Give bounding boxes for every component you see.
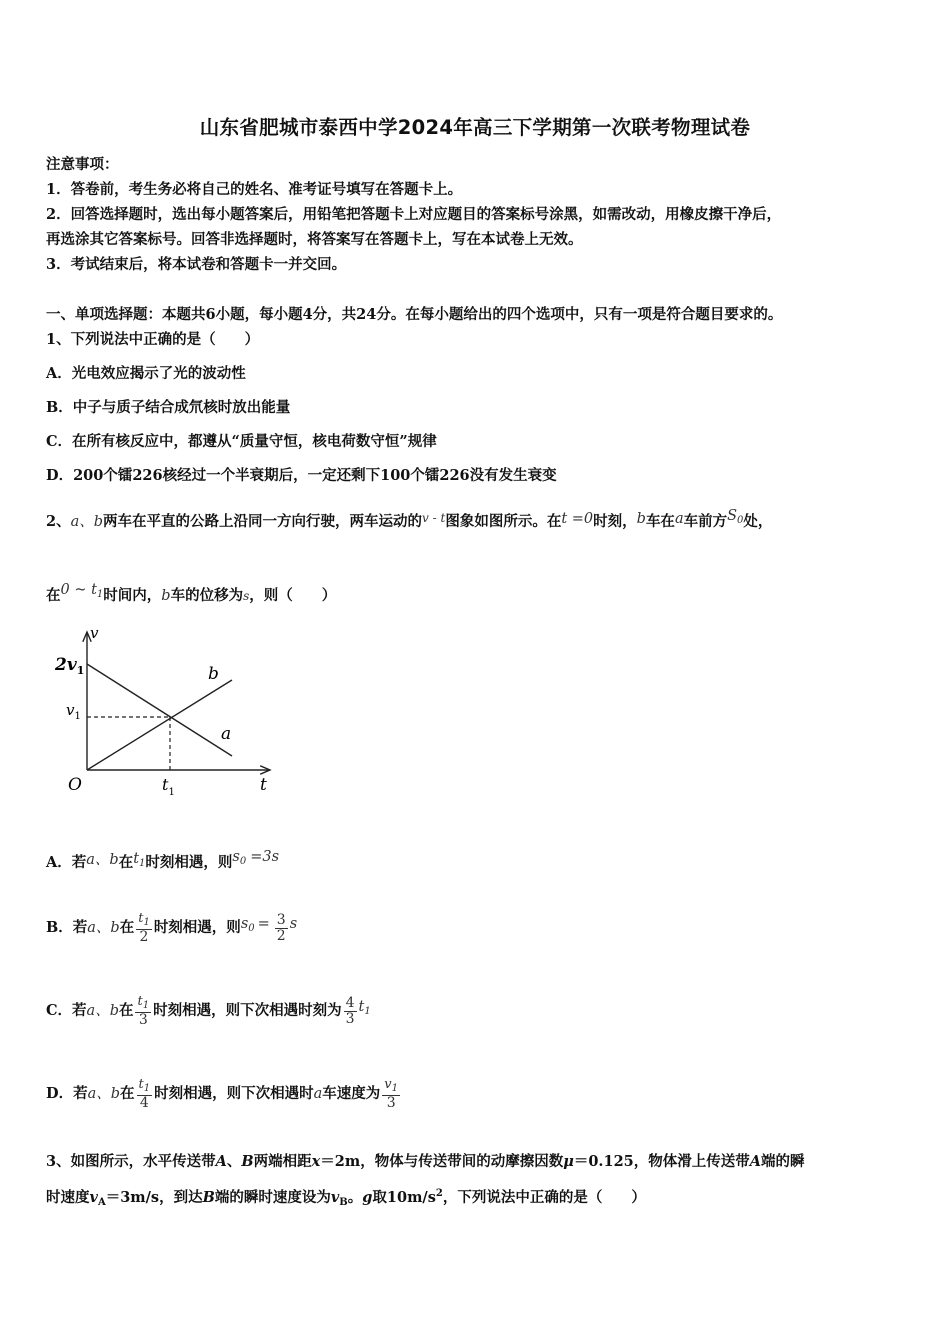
math-ab: a、b [86, 852, 119, 868]
math-eq: = [257, 916, 270, 933]
math-s0 [240, 916, 273, 935]
q3-text: ＝2m，物体与传送带间的动摩擦因数 [320, 1153, 564, 1170]
q2-option-d [46, 1078, 402, 1110]
tick-t1 [162, 775, 175, 798]
tick-v1 [66, 701, 81, 722]
frac-den: 3 [345, 1010, 355, 1027]
math-sub: A [97, 1197, 106, 1208]
frac-num: 4 [345, 994, 355, 1011]
frac-num-text: v [384, 1077, 392, 1092]
math-sup: 2 [435, 1188, 443, 1199]
frac-den: 4 [139, 1094, 149, 1111]
notice-heading: 注意事项： [46, 156, 119, 173]
math-b: b [161, 588, 171, 604]
math-s0 [727, 508, 743, 524]
option-label: B．若 [46, 919, 88, 937]
line-a-label: a [221, 724, 232, 744]
q3-text: 时速度 [46, 1189, 90, 1206]
tick-2v1 [54, 655, 84, 677]
q2-option-b [46, 912, 297, 944]
option-label: C．若 [46, 1002, 87, 1020]
option-text: 在 [118, 1002, 134, 1020]
q2-option-a [46, 848, 279, 872]
math-sub: 1 [96, 589, 104, 600]
notice-item-2-cont: 再选涂其它答案标号。回答非选择题时，将答案写在答题卡上，写在本试卷上无效。 [46, 231, 583, 248]
tick-2v1-text: 2v [55, 655, 77, 675]
math-t0: t =0 [561, 511, 594, 527]
frac-den: 2 [139, 928, 149, 945]
math-B: B [202, 1189, 215, 1206]
option-text: 在 [118, 854, 134, 871]
q3-text: 取10m/s [372, 1189, 436, 1206]
math-s: s [240, 916, 249, 933]
q3-text: 两端相距 [253, 1153, 312, 1170]
frac-num-text: t [138, 1077, 144, 1092]
tick-sub: 1 [76, 664, 85, 677]
q3-text: 端的瞬时速度设为 [214, 1189, 331, 1206]
q2-text: 在 [46, 587, 61, 604]
vt-graph [50, 620, 290, 805]
math-ab: a、b [70, 514, 104, 530]
frac-num: 3 [276, 911, 286, 928]
q3-text: ，下列说法中正确的是（ ） [442, 1189, 646, 1206]
tick-v1-text: v [66, 701, 75, 719]
q1-stem: 1、下列说法中正确的是（ ） [46, 331, 260, 348]
tick-sub: 1 [74, 711, 81, 722]
origin-label: O [68, 775, 82, 795]
q2-stem-line1 [46, 508, 772, 531]
math-sub: 0 [737, 515, 744, 526]
fraction-t1-2 [136, 912, 152, 944]
frac-num [136, 912, 152, 930]
math-s: s [243, 589, 250, 603]
math-sub: 1 [364, 1006, 371, 1018]
math-A: A [749, 1153, 762, 1170]
math-v: v [330, 1189, 340, 1206]
frac-num [135, 995, 151, 1013]
notice-item-2: 2．回答选择题时，选出每小题答案后，用铅笔把答题卡上对应题目的答案标号涂黑，如需改动，用橡皮擦干净后， [46, 206, 782, 223]
section-heading: 一、单项选择题：本题共6小题，每小题4分，共24分。在每小题给出的四个选项中，只有一项是符合题目要求的。 [46, 306, 783, 323]
frac-num [137, 1078, 153, 1096]
q2-text: 两车在平直的公路上沿同一方向行驶，两车运动的 [103, 513, 423, 530]
frac-num-text: t [138, 911, 144, 926]
q2-text: 时刻， [593, 513, 637, 530]
frac-den: 3 [138, 1011, 148, 1028]
q1-option-d: D．200个镭226核经过一个半衰期后，一定还剩下100个镭226没有发生衰变 [46, 467, 557, 484]
math-t1 [358, 999, 371, 1018]
math-sub: 1 [142, 1000, 150, 1011]
option-text: 时刻相遇，则 [145, 854, 233, 871]
math-t1 [133, 851, 145, 867]
math-sub: 1 [391, 1083, 399, 1094]
q3-text: 端的瞬 [761, 1153, 805, 1170]
option-text: 时刻相遇，则下次相遇时刻为 [153, 1002, 342, 1020]
tick-t1-text: t [162, 775, 169, 794]
math-sub: 0 [239, 856, 247, 867]
q2-text: 车的位移为 [170, 587, 244, 604]
option-text: 时刻相遇，则 [153, 919, 241, 937]
q3-text: 、 [226, 1153, 242, 1170]
option-text: 在 [119, 919, 135, 937]
math-g: g [362, 1189, 373, 1206]
q2-text: 车在 [645, 513, 675, 530]
frac-num [382, 1078, 400, 1096]
q2-text: 处， [743, 513, 773, 530]
math-ab: a、b [86, 1003, 119, 1020]
math-eq: =3s [250, 849, 280, 865]
page-title: 山东省肥城市泰西中学2024年高三下学期第一次联考物理试卷 [199, 116, 751, 139]
math-b: b [636, 511, 646, 527]
option-text: 时刻相遇，则下次相遇时 [154, 1085, 314, 1103]
math-mu: μ [563, 1153, 574, 1170]
option-label: D．若 [46, 1085, 88, 1103]
q3-text: 。 [347, 1189, 363, 1206]
q3-text: 3、如图所示，水平传送带 [46, 1153, 216, 1170]
math-t: t [358, 999, 365, 1016]
q2-number: 2、 [46, 513, 71, 530]
frac-num-text: t [137, 994, 143, 1009]
notice-item-1: 1．答卷前，考生务必将自己的姓名、准考证号填写在答题卡上。 [46, 181, 463, 198]
option-label: A．若 [46, 854, 87, 871]
q1-option-b: B．中子与质子结合成氘核时放出能量 [46, 399, 291, 416]
q2-text: 车前方 [683, 513, 728, 530]
math-sub: 1 [143, 917, 150, 928]
q2-option-c [46, 995, 371, 1027]
math-sub: 1 [139, 858, 146, 869]
q3-stem-line1 [46, 1150, 805, 1171]
option-text: 在 [120, 1085, 135, 1103]
math-s: s [289, 916, 298, 933]
fraction-t1-4 [137, 1078, 153, 1110]
frac-den: 2 [276, 927, 286, 944]
notice-item-3: 3．考试结束后，将本试卷和答题卡一并交回。 [46, 256, 347, 273]
line-b-label: b [208, 664, 219, 684]
math-x: x [311, 1153, 321, 1170]
math-range [61, 582, 104, 598]
q3-stem-line2 [46, 1186, 646, 1208]
math-vt: v - t [422, 511, 446, 525]
option-text: 车速度为 [322, 1085, 381, 1103]
math-ab: a、b [87, 1086, 121, 1103]
tick-sub: 1 [168, 787, 175, 798]
frac-den: 3 [386, 1094, 396, 1111]
q3-text: ＝0.125，物体滑上传送带 [573, 1153, 750, 1170]
math-sub: 1 [143, 1083, 151, 1094]
q2-stem-line2 [46, 582, 336, 605]
math-s: S [727, 508, 738, 524]
math-t: t [133, 851, 140, 867]
line-b [87, 680, 232, 770]
math-a: a [674, 511, 684, 527]
math-B: B [241, 1153, 254, 1170]
math-ab: a、b [87, 920, 120, 937]
math-sub: 0 [248, 923, 255, 935]
math-a: a [313, 1086, 323, 1103]
q1-option-a: A．光电效应揭示了光的波动性 [46, 365, 246, 382]
q2-text: 时间内， [103, 587, 162, 604]
fraction-t1-3 [135, 995, 151, 1027]
math-s0 [232, 849, 279, 865]
q2-text: 图象如图所示。在 [445, 513, 562, 530]
y-axis-label: v [90, 624, 99, 642]
q2-text: ，则（ ） [249, 587, 337, 604]
x-axis-label: t [260, 775, 267, 795]
fraction-4-3 [344, 996, 357, 1026]
q1-option-c: C．在所有核反应中，都遵从“质量守恒，核电荷数守恒”规律 [46, 433, 437, 450]
math-A: A [215, 1153, 227, 1170]
fraction-v1-3 [382, 1078, 400, 1110]
q3-text: ＝3m/s，到达 [105, 1189, 203, 1206]
math-v: v [89, 1189, 98, 1206]
math-range-text: 0 ~ t [60, 582, 97, 598]
math-s: s [232, 849, 240, 865]
math-sub: B [339, 1197, 348, 1208]
fraction-3-2 [275, 913, 288, 943]
